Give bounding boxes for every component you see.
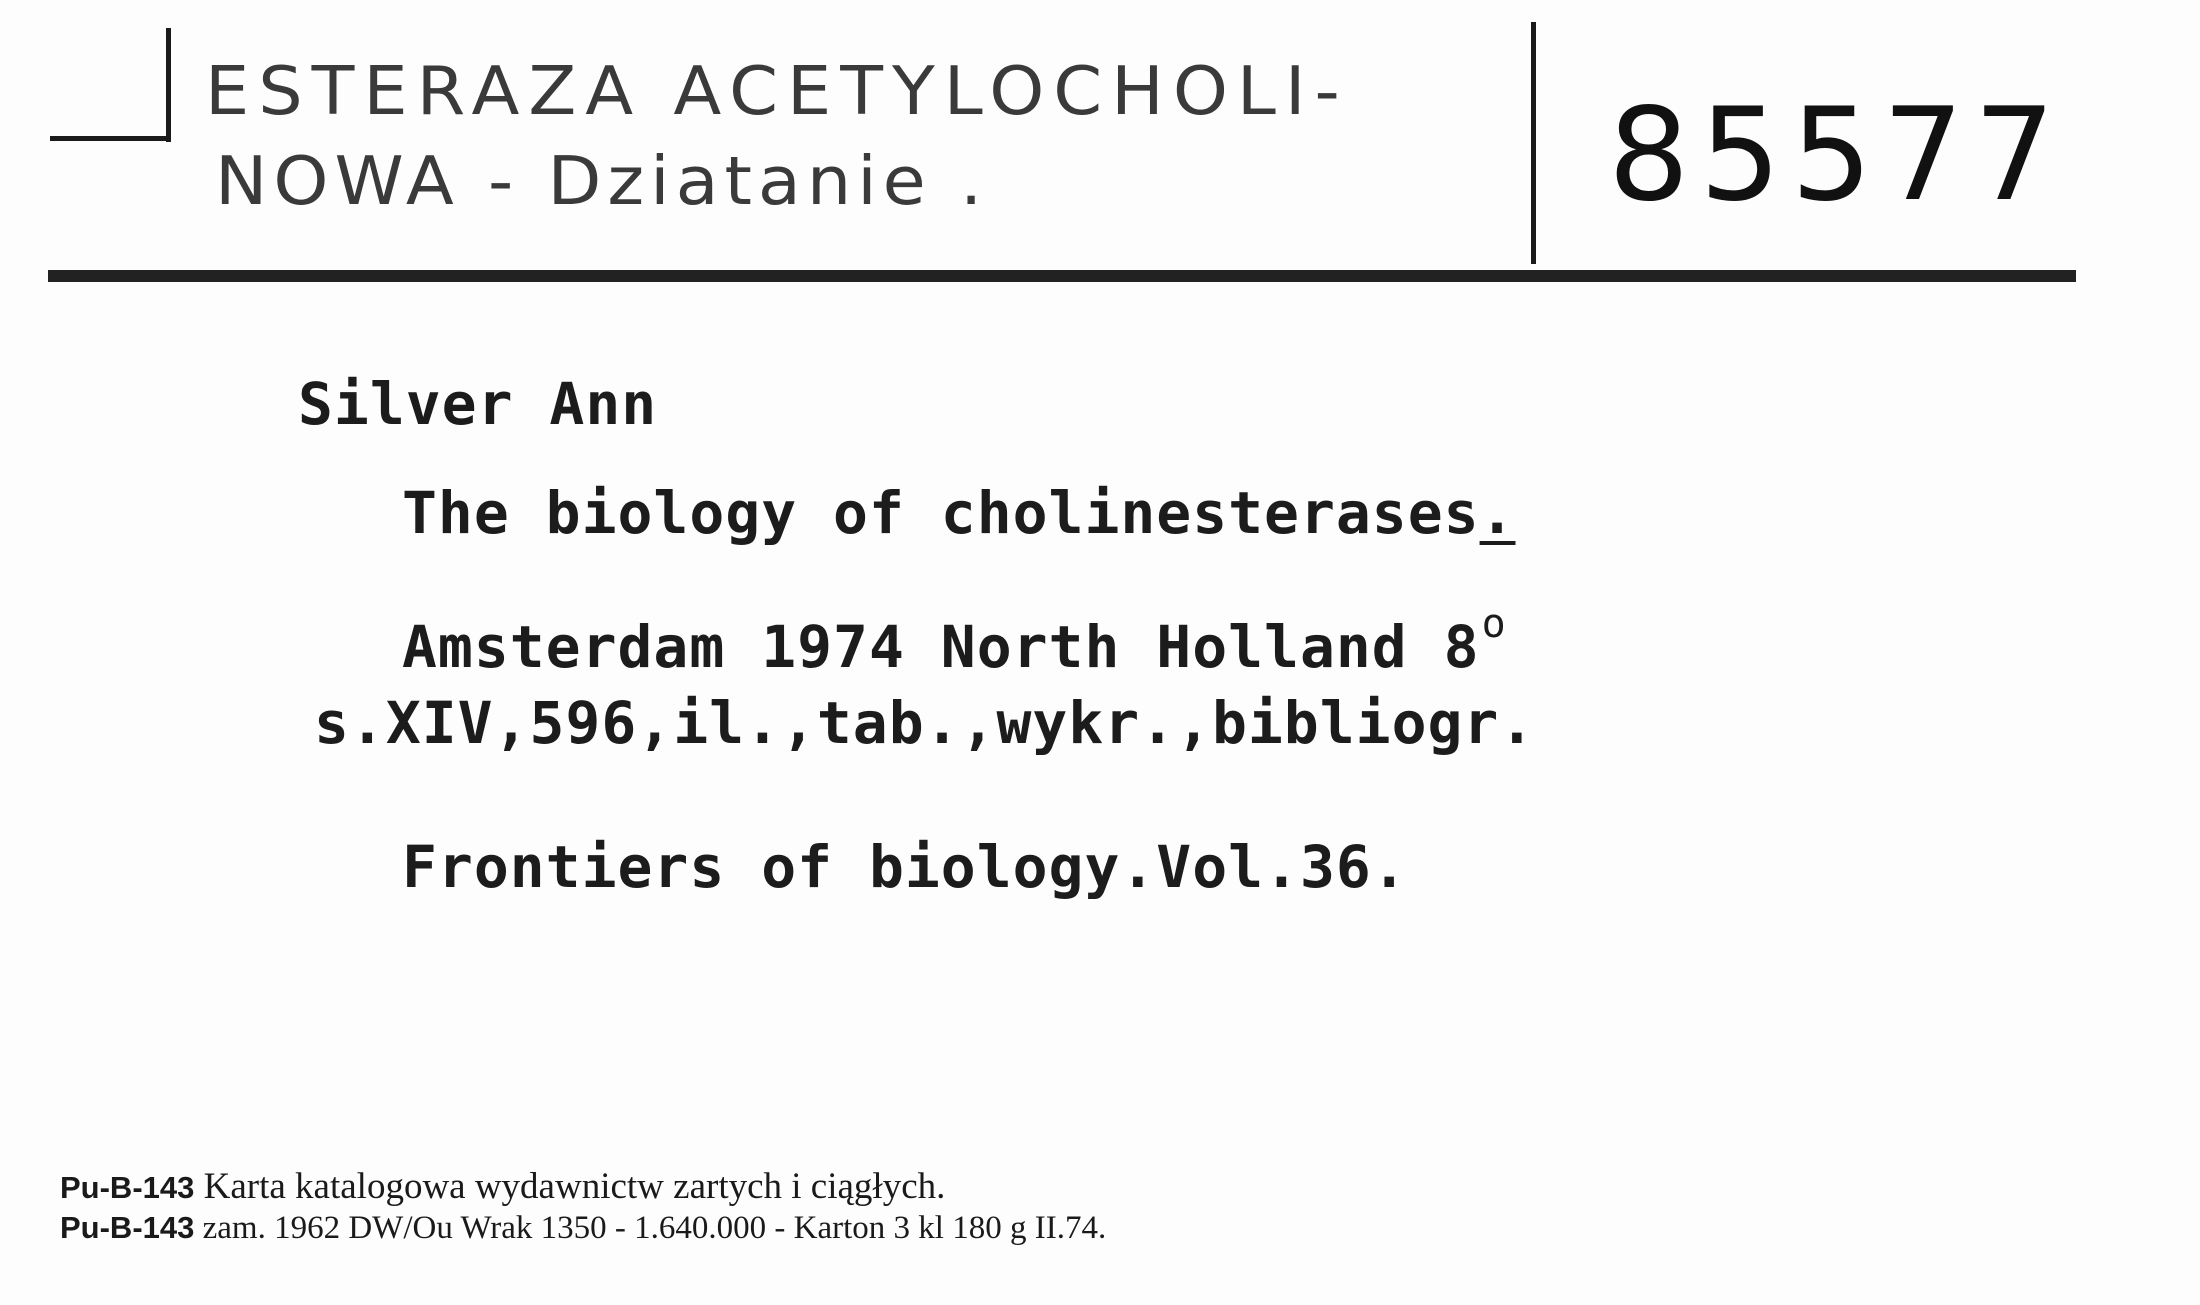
title-end-mark: . [1479,479,1516,547]
footer-code: Pu-B-143 [60,1170,195,1205]
footer-code: Pu-B-143 [60,1210,195,1245]
corner-mark-horizontal [50,136,168,141]
corner-mark-vertical [166,28,171,142]
imprint [402,601,1507,681]
imprint-text: Amsterdam 1974 North Holland 8 [402,613,1480,681]
title [402,479,1516,547]
author: Silver Ann [298,370,658,438]
footer-line2 [60,1212,1106,1245]
collation: s.XIV,596,il.,tab.,wykr.,bibliogr. [314,689,1536,757]
footer-text: Karta katalogowa wydawnictw zartych i ciągłych. [203,1166,946,1207]
subject-heading-line1: ESTERAZA ACETYLOCHOLI- [205,52,1349,131]
heading-divider [1531,22,1536,264]
subject-heading-line2: NOWA - Dziatanie . [215,142,989,221]
footer-text: zam. 1962 DW/Ou Wrak 1350 - 1.640.000 - Karton 3 kl 180 g II.74. [202,1210,1107,1246]
call-number: 85577 [1608,81,2066,230]
series: Frontiers of biology.Vol.36. [402,833,1408,901]
footer-line1 [60,1168,945,1205]
format-mark: o [1481,601,1507,647]
title-text: The biology of cholinesterases [402,479,1480,547]
heading-rule [48,270,2076,282]
